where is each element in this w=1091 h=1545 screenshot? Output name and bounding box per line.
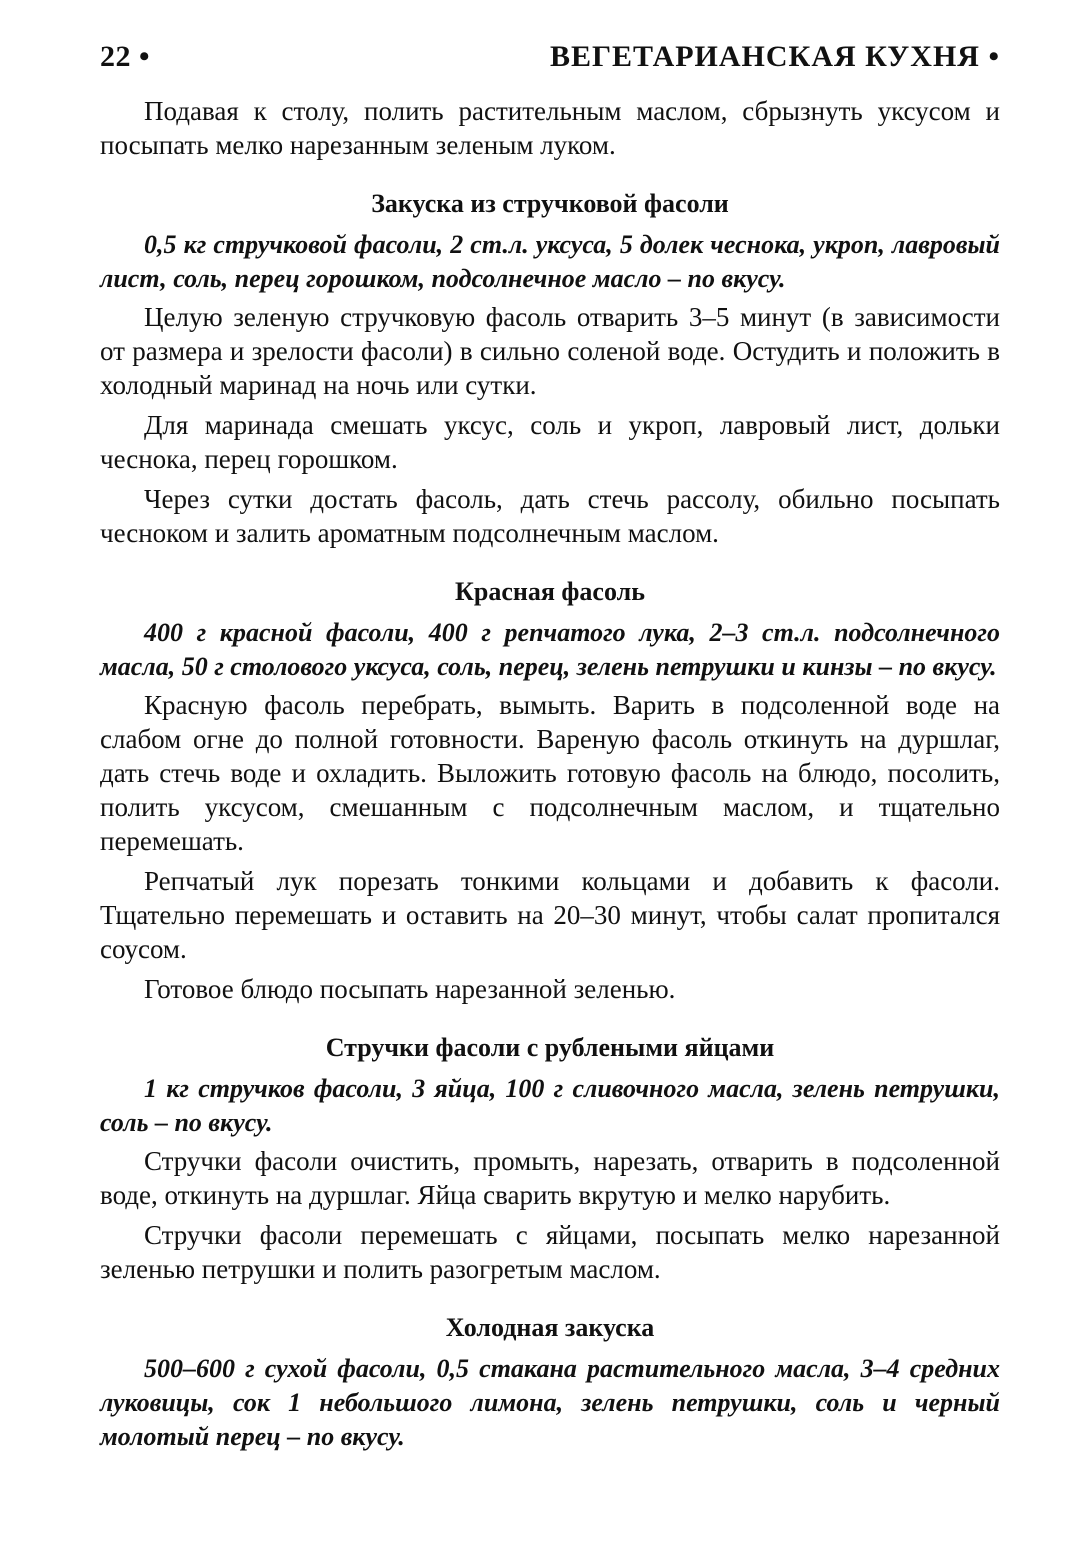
recipe-title: Холодная закуска [445, 1313, 655, 1342]
recipe-step: Целую зеленую стручковую фасоль отварить 3–5 минут (в зависимости от размера и зрелости фасоли) в сильно соленой воде. Остудить и положить в холодный маринад на ночь или сутки. [100, 302, 1000, 400]
recipe-ingredients: 0,5 кг стручковой фасоли, 2 ст.л. уксуса, 5 долек чеснока, укроп, лавровый лист, соль, перец горошком, подсолнечное масло – по вкусу. [100, 230, 1000, 293]
recipe-ingredients: 400 г красной фасоли, 400 г репчатого лука, 2–3 ст.л. подсолнечного масла, 50 г столового уксуса, соль, перец, зелень петрушки и кинзы – по вкусу. [100, 618, 1000, 681]
recipe-step: Через сутки достать фасоль, дать стечь рассолу, обильно посыпать чесноком и залить ароматным подсолнечным маслом. [100, 484, 1000, 548]
page-number: 22 • [100, 40, 151, 73]
recipe-step: Стручки фасоли очистить, промыть, нарезать, отварить в подсоленной воде, откинуть на дуршлаг. Яйца сварить вкрутую и мелко нарубить. [100, 1146, 1000, 1210]
book-title: ВЕГЕТАРИАНСКАЯ КУХНЯ • [549, 40, 1000, 73]
recipe-title: Закуска из стручковой фасоли [371, 189, 729, 218]
running-head [100, 40, 1000, 74]
recipe-title: Красная фасоль [455, 577, 645, 606]
recipe-title: Стручки фасоли с рублеными яйцами [325, 1033, 775, 1062]
recipe-step: Готовое блюдо посыпать нарезанной зеленью. [144, 974, 676, 1004]
recipe-step: Красную фасоль перебрать, вымыть. Варить в подсоленной воде на слабом огне до полной готовности. Вареную фасоль откинуть на дуршлаг, дать стечь воде и охладить. Выложить готовую фасоль на блюдо, посолить, полить уксусом, смешанным с подсолнечным маслом, и тщательно перемешать. [100, 690, 1000, 856]
recipe-ingredients: 500–600 г сухой фасоли, 0,5 стакана растительного масла, 3–4 средних луковицы, сок 1 небольшого лимона, зелень петрушки, соль и черный молотый перец – по вкусу. [100, 1354, 1000, 1451]
recipe-ingredients: 1 кг стручков фасоли, 3 яйца, 100 г сливочного масла, зелень петрушки, соль – по вкусу. [100, 1074, 1000, 1137]
recipe-string-bean-appetizer [100, 188, 1000, 550]
recipe-step: Репчатый лук порезать тонкими кольцами и добавить к фасоли. Тщательно перемешать и оставить на 20–30 минут, чтобы салат пропитался соусом. [100, 866, 1000, 964]
recipe-step: Стручки фасоли перемешать с яйцами, посыпать мелко нарезанной зеленью петрушки и полить разогретым маслом. [100, 1220, 1000, 1284]
recipe-cold-appetizer [100, 1312, 1000, 1454]
intro-paragraph: Подавая к столу, полить растительным маслом, сбрызнуть уксусом и посыпать мелко нарезанным зеленым луком. [100, 96, 1000, 160]
recipe-red-beans [100, 576, 1000, 1006]
book-page [100, 40, 1000, 1458]
recipe-step: Для маринада смешать уксус, соль и укроп, лавровый лист, дольки чеснока, перец горошком. [100, 410, 1000, 474]
recipe-bean-pods-with-eggs [100, 1032, 1000, 1286]
